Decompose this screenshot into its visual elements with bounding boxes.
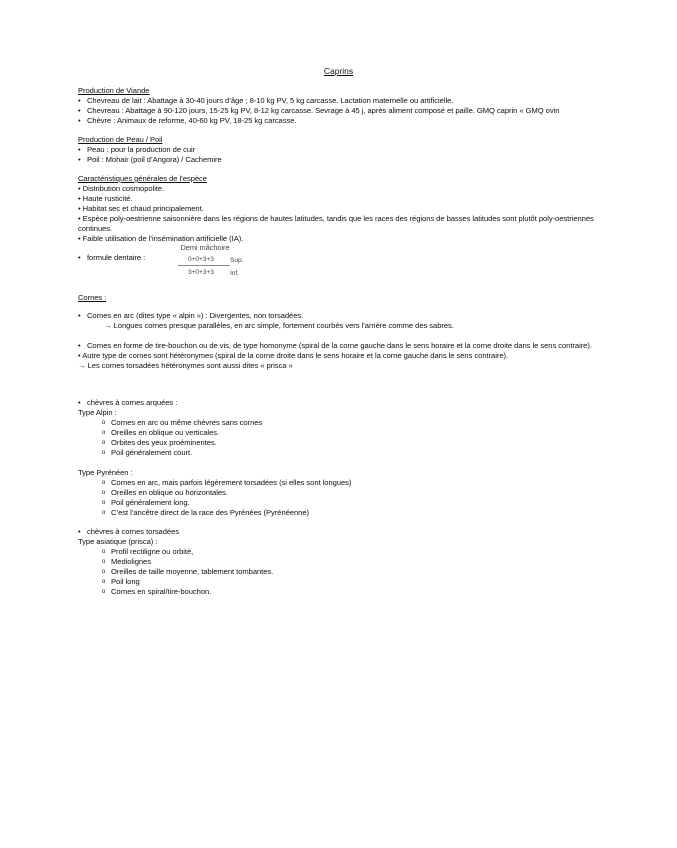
list-item: • chèvres à cornes torsadées: [78, 527, 603, 537]
list-item: o Oreilles en oblique ou verticales.: [78, 428, 603, 438]
dental-formula-figure: [174, 243, 264, 283]
dental-formula-label: • formule dentaire :: [78, 253, 145, 263]
pyreneen-list: [78, 478, 603, 518]
list-item: o Poil généralement court.: [78, 448, 603, 458]
peau-list: [78, 145, 603, 165]
list-item: o Poil généralement long.: [78, 498, 603, 508]
list-item: • Peau : pour la production de cuir: [78, 145, 603, 155]
section-arquees: [78, 398, 603, 518]
dental-formula-lower: 3+0+3+3: [188, 269, 214, 276]
section-title-cornes: Cornes :: [78, 293, 107, 302]
alpin-list: [78, 418, 603, 458]
list-item: • chèvres à cornes arquées :: [78, 398, 603, 408]
type-label-alpin: Type Alpin :: [78, 408, 117, 417]
viande-list: [78, 96, 603, 126]
list-item: o Oreilles de taille moyenne, tablement tombantes.: [78, 567, 603, 577]
arquees-intro-list: [78, 398, 603, 408]
fraction-divider: [178, 265, 230, 266]
dental-formula-title: Demi mâchoire: [180, 243, 230, 252]
asiatique-list: [78, 547, 603, 597]
text-line: • Espèce poly-oestrienne saisonnière dans les régions de hautes latitudes, tandis que les races des régions de basses latitudes sont plutôt poly-oestriennes continues.: [78, 214, 594, 233]
list-item: o Cornes en arc ou même chèvres sans cornes: [78, 418, 603, 428]
section-peau: [78, 135, 603, 165]
type-label-asiatique: Type asiatique (prisca) :: [78, 537, 158, 546]
list-item: • Cornes en forme de tire-bouchon ou de vis, de type homonyme (spiral de la corne gauche dans le sens horaire et la corne droite dans le sens contraire).: [78, 341, 603, 351]
section-viande: [78, 86, 603, 126]
section-torsadees: [78, 527, 603, 597]
cornes-spiral-list: [78, 341, 603, 351]
section-title-viande: Production de Viande: [78, 86, 150, 95]
section-title-caracteristiques: Caractéristiques générales de l’espèce: [78, 174, 207, 183]
list-item: o Cornes en arc, mais parfois légèrement torsadées (si elles sont longues): [78, 478, 603, 488]
text-line: • Distribution cosmopolite.: [78, 184, 165, 193]
text-line: → Les cornes torsadées hétéronymes sont aussi dites « prisca »: [78, 361, 293, 370]
type-label-pyreneen: Type Pyrénéen :: [78, 468, 133, 477]
cornes-arc-list: [78, 311, 603, 321]
list-item: o Poil long: [78, 577, 603, 587]
list-item: • Cornes en arc (dites type « alpin ») : Divergentes, non torsadées.: [78, 311, 603, 321]
dental-formula-lower-label: Inf.: [230, 270, 239, 277]
text-line: • Habitat sec et chaud principalement.: [78, 204, 204, 213]
document-title: Caprins: [323, 66, 354, 76]
section-cornes: [78, 293, 603, 371]
list-item: o Orbites des yeux proéminentes.: [78, 438, 603, 448]
dental-formula: [78, 243, 603, 284]
dental-formula-upper: 0+0+3+3: [188, 256, 214, 263]
text-line: → Longues cornes presque parallèles, en arc simple, fortement courbés vers l’arrière comme des sabres.: [104, 321, 454, 330]
section-title-peau: Production de Peau / Poil: [78, 135, 163, 144]
text-line: • Autre type de cornes sont hétéronymes (spiral de la corne droite dans le sens horaire et la corne gauche dans le sens contraire).: [78, 351, 509, 360]
text-line: • Haute rusticité.: [78, 194, 133, 203]
document-body: [78, 86, 603, 606]
list-item: o Mediolignes: [78, 557, 603, 567]
text-line: • Faible utilisation de l’insémination artificielle (IA).: [78, 234, 244, 243]
list-item: o Cornes en spiral/tire-bouchon.: [78, 587, 603, 597]
torsadees-intro-list: [78, 527, 603, 537]
list-item: • Poil : Mohair (poil d’Angora) / Cachemire: [78, 155, 603, 165]
dental-formula-upper-label: Sup.: [230, 257, 244, 264]
section-caracteristiques: [78, 174, 603, 284]
list-item: o Profil rectiligne ou orbitè,: [78, 547, 603, 557]
list-item: o Oreilles en oblique ou horizontales.: [78, 488, 603, 498]
list-item: • Chèvre : Animaux de reforme, 40-60 kg PV, 18-25 kg carcasse.: [78, 116, 603, 126]
list-item: • Chevreau de lait : Abattage à 30-40 jours d’âge ; 8-10 kg PV, 5 kg carcasse. Lactation maternelle ou artificielle.: [78, 96, 603, 106]
list-item: • Chevreau : Abattage à 90-120 jours, 15-25 kg PV, 8-12 kg carcasse. Sevrage à 45 j, après aliment composé et paille. GMQ caprin « GMQ ovin: [78, 106, 603, 116]
list-item: o C’est l’ancêtre direct de la race des Pyrénées (Pyrénéenne): [78, 508, 603, 518]
